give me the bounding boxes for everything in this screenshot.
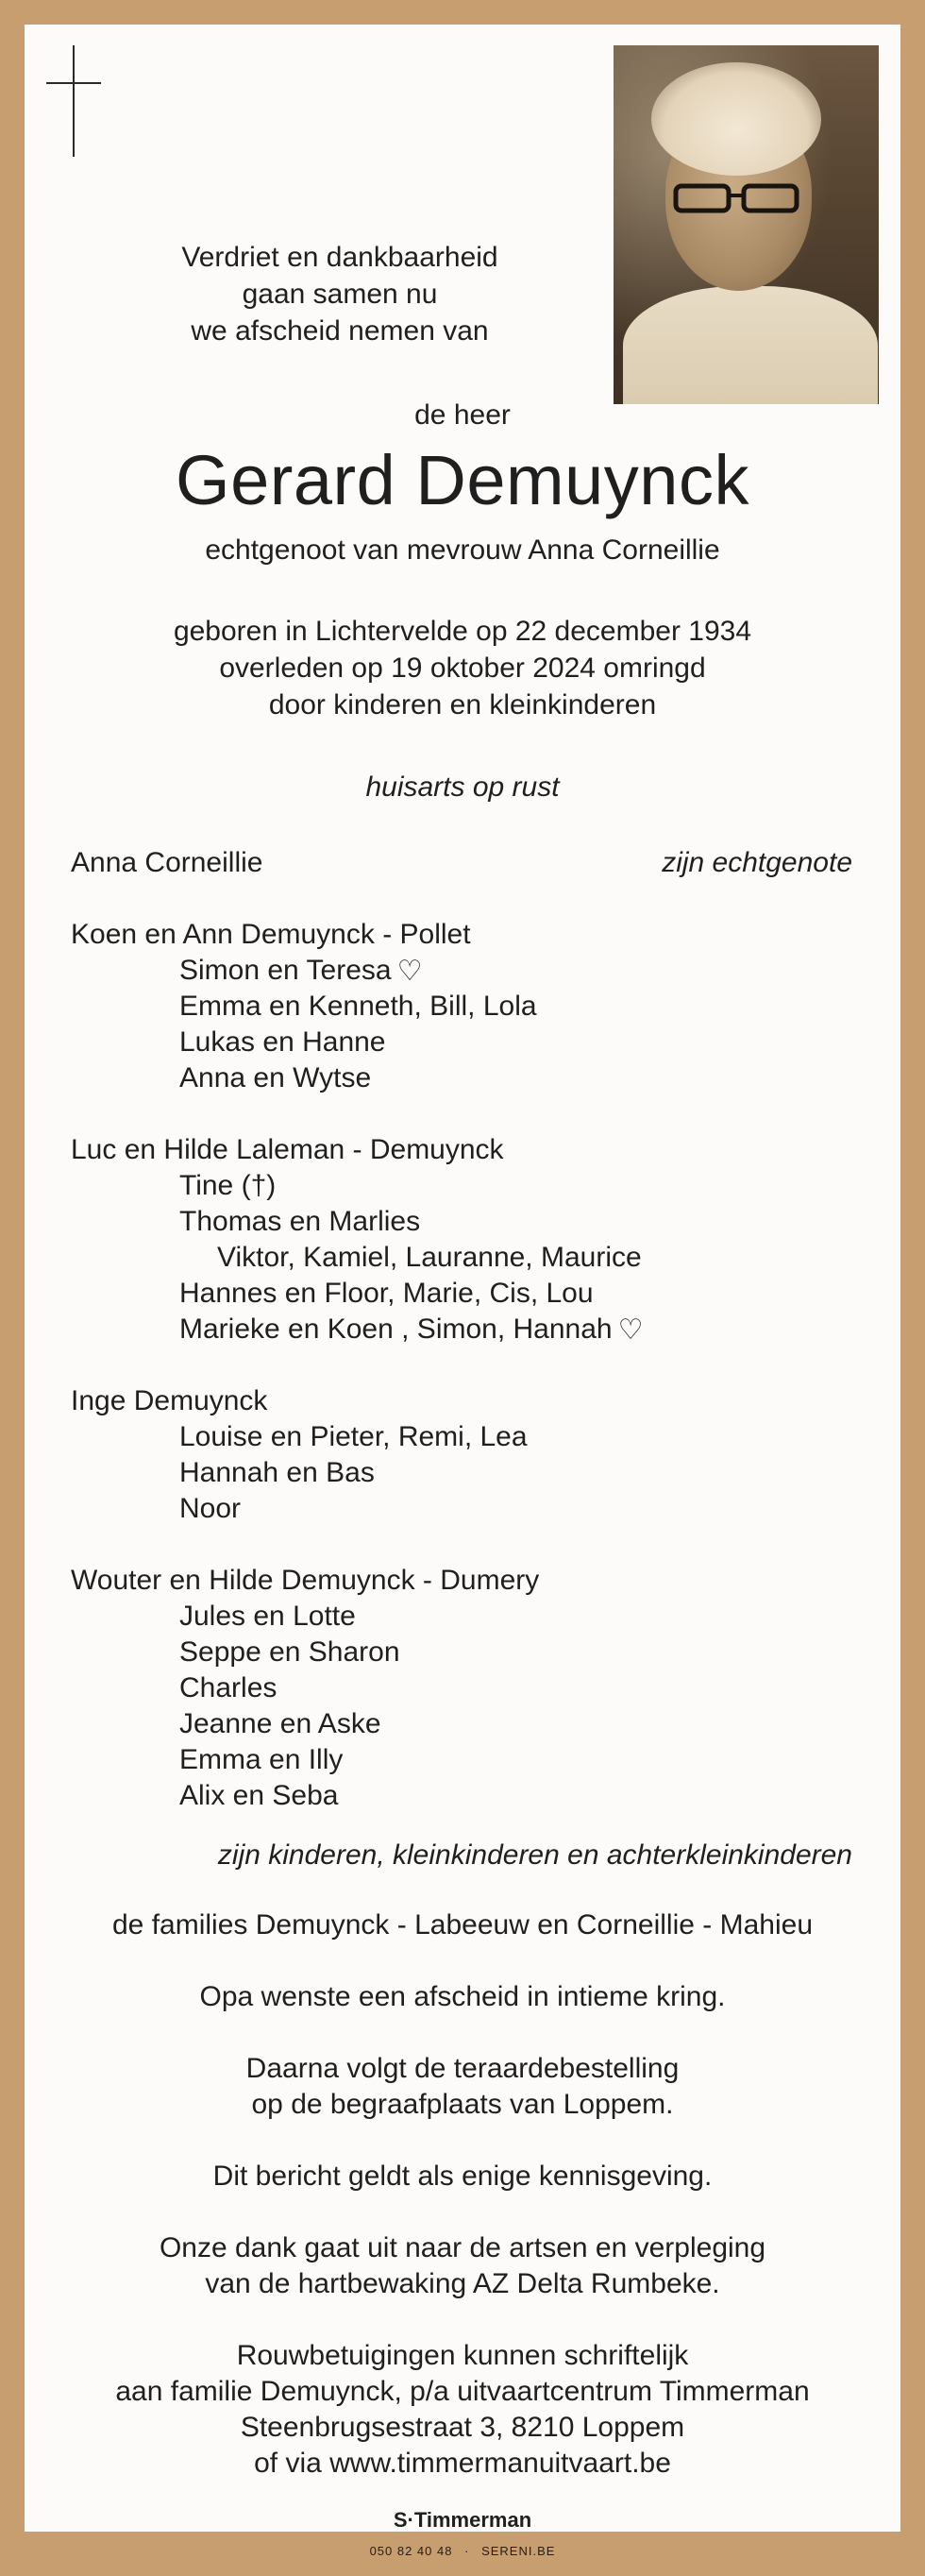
family-member: Simon en Teresa ♡ bbox=[179, 953, 422, 990]
family-member: Lukas en Hanne bbox=[179, 1026, 386, 1058]
portrait-photo bbox=[614, 45, 879, 404]
cross-icon-bar bbox=[46, 82, 101, 84]
family-member: Marieke en Koen , Simon, Hannah ♡ bbox=[179, 1312, 644, 1348]
spouse-role: zijn echtgenote bbox=[662, 847, 852, 878]
family-member: Emma en Kenneth, Bill, Lola bbox=[179, 991, 537, 1022]
intro-line-2: gaan samen nu bbox=[242, 279, 438, 310]
intro-line-1: Verdriet en dankbaarheid bbox=[181, 242, 498, 273]
family-member: Charles bbox=[179, 1672, 278, 1703]
family-head: Wouter en Hilde Demuynck - Dumery bbox=[71, 1565, 540, 1596]
families-line: de families Demuynck - Labeeuw en Corneillie - Mahieu bbox=[111, 1909, 814, 1940]
family-member: Hannah en Bas bbox=[179, 1457, 375, 1488]
footer-separator: · bbox=[464, 2544, 470, 2558]
children-role: zijn kinderen, kleinkinderen en achterkleinkinderen bbox=[217, 1839, 852, 1871]
note-line: Daarna volgt de teraardebestelling bbox=[245, 2053, 680, 2084]
life-line-2: overleden op 19 oktober 2024 omringd bbox=[219, 652, 706, 684]
family-member: Seppe en Sharon bbox=[179, 1636, 400, 1668]
cross-icon bbox=[73, 45, 75, 157]
funeral-home-logo: S·Timmerman bbox=[393, 2508, 532, 2532]
spouse-name: Anna Corneillie bbox=[71, 847, 263, 878]
family-member: Jules en Lotte bbox=[179, 1601, 356, 1632]
family-head: Luc en Hilde Laleman - Demuynck bbox=[71, 1134, 504, 1165]
life-line-1: geboren in Lichtervelde op 22 december 1934 bbox=[173, 616, 752, 647]
life-line-3: door kinderen en kleinkinderen bbox=[268, 689, 657, 720]
intro-line-3: we afscheid nemen van bbox=[191, 315, 489, 347]
family-member: Hannes en Floor, Marie, Cis, Lou bbox=[179, 1278, 594, 1309]
heart-icon: ♡ bbox=[617, 1314, 644, 1346]
note-line: Opa wenste een afscheid in intieme kring. bbox=[199, 1981, 726, 2012]
family-member: Thomas en Marlies bbox=[179, 1206, 421, 1237]
family-member: Alix en Seba bbox=[179, 1780, 339, 1811]
footer-info bbox=[0, 2544, 925, 2559]
family-member: Viktor, Kamiel, Lauranne, Maurice bbox=[217, 1242, 642, 1273]
note-line: aan familie Demuynck, p/a uitvaartcentrum Timmerman bbox=[115, 2376, 810, 2407]
note-line: Onze dank gaat uit naar de artsen en verpleging bbox=[159, 2232, 766, 2263]
spouse-line: echtgenoot van mevrouw Anna Corneillie bbox=[205, 534, 720, 566]
note-line: Rouwbetuigingen kunnen schriftelijk bbox=[236, 2340, 689, 2371]
family-member: Tine (†) bbox=[179, 1170, 277, 1201]
deceased-name: Gerard Demuynck bbox=[176, 441, 749, 519]
footer-phone: 050 82 40 48 bbox=[369, 2544, 453, 2558]
note-line: Steenbrugsestraat 3, 8210 Loppem bbox=[240, 2412, 685, 2443]
family-member: Noor bbox=[179, 1493, 242, 1524]
heart-icon: ♡ bbox=[396, 956, 423, 987]
family-member: Emma en Illy bbox=[179, 1744, 344, 1775]
family-member: Jeanne en Aske bbox=[179, 1708, 381, 1739]
family-head: Inge Demuynck bbox=[71, 1385, 268, 1416]
note-line: op de begraafplaats van Loppem. bbox=[251, 2089, 674, 2120]
note-line: Dit bericht geldt als enige kennisgeving. bbox=[212, 2161, 713, 2192]
profession: huisarts op rust bbox=[365, 771, 560, 803]
title-prefix: de heer bbox=[414, 399, 511, 431]
footer-site: SERENI.BE bbox=[481, 2544, 556, 2558]
website-line: of via www.timmermanuitvaart.be bbox=[254, 2448, 671, 2479]
family-member: Anna en Wytse bbox=[179, 1062, 372, 1093]
note-line: van de hartbewaking AZ Delta Rumbeke. bbox=[205, 2268, 720, 2299]
family-member: Louise en Pieter, Remi, Lea bbox=[179, 1421, 528, 1452]
family-head: Koen en Ann Demuynck - Pollet bbox=[71, 919, 471, 950]
